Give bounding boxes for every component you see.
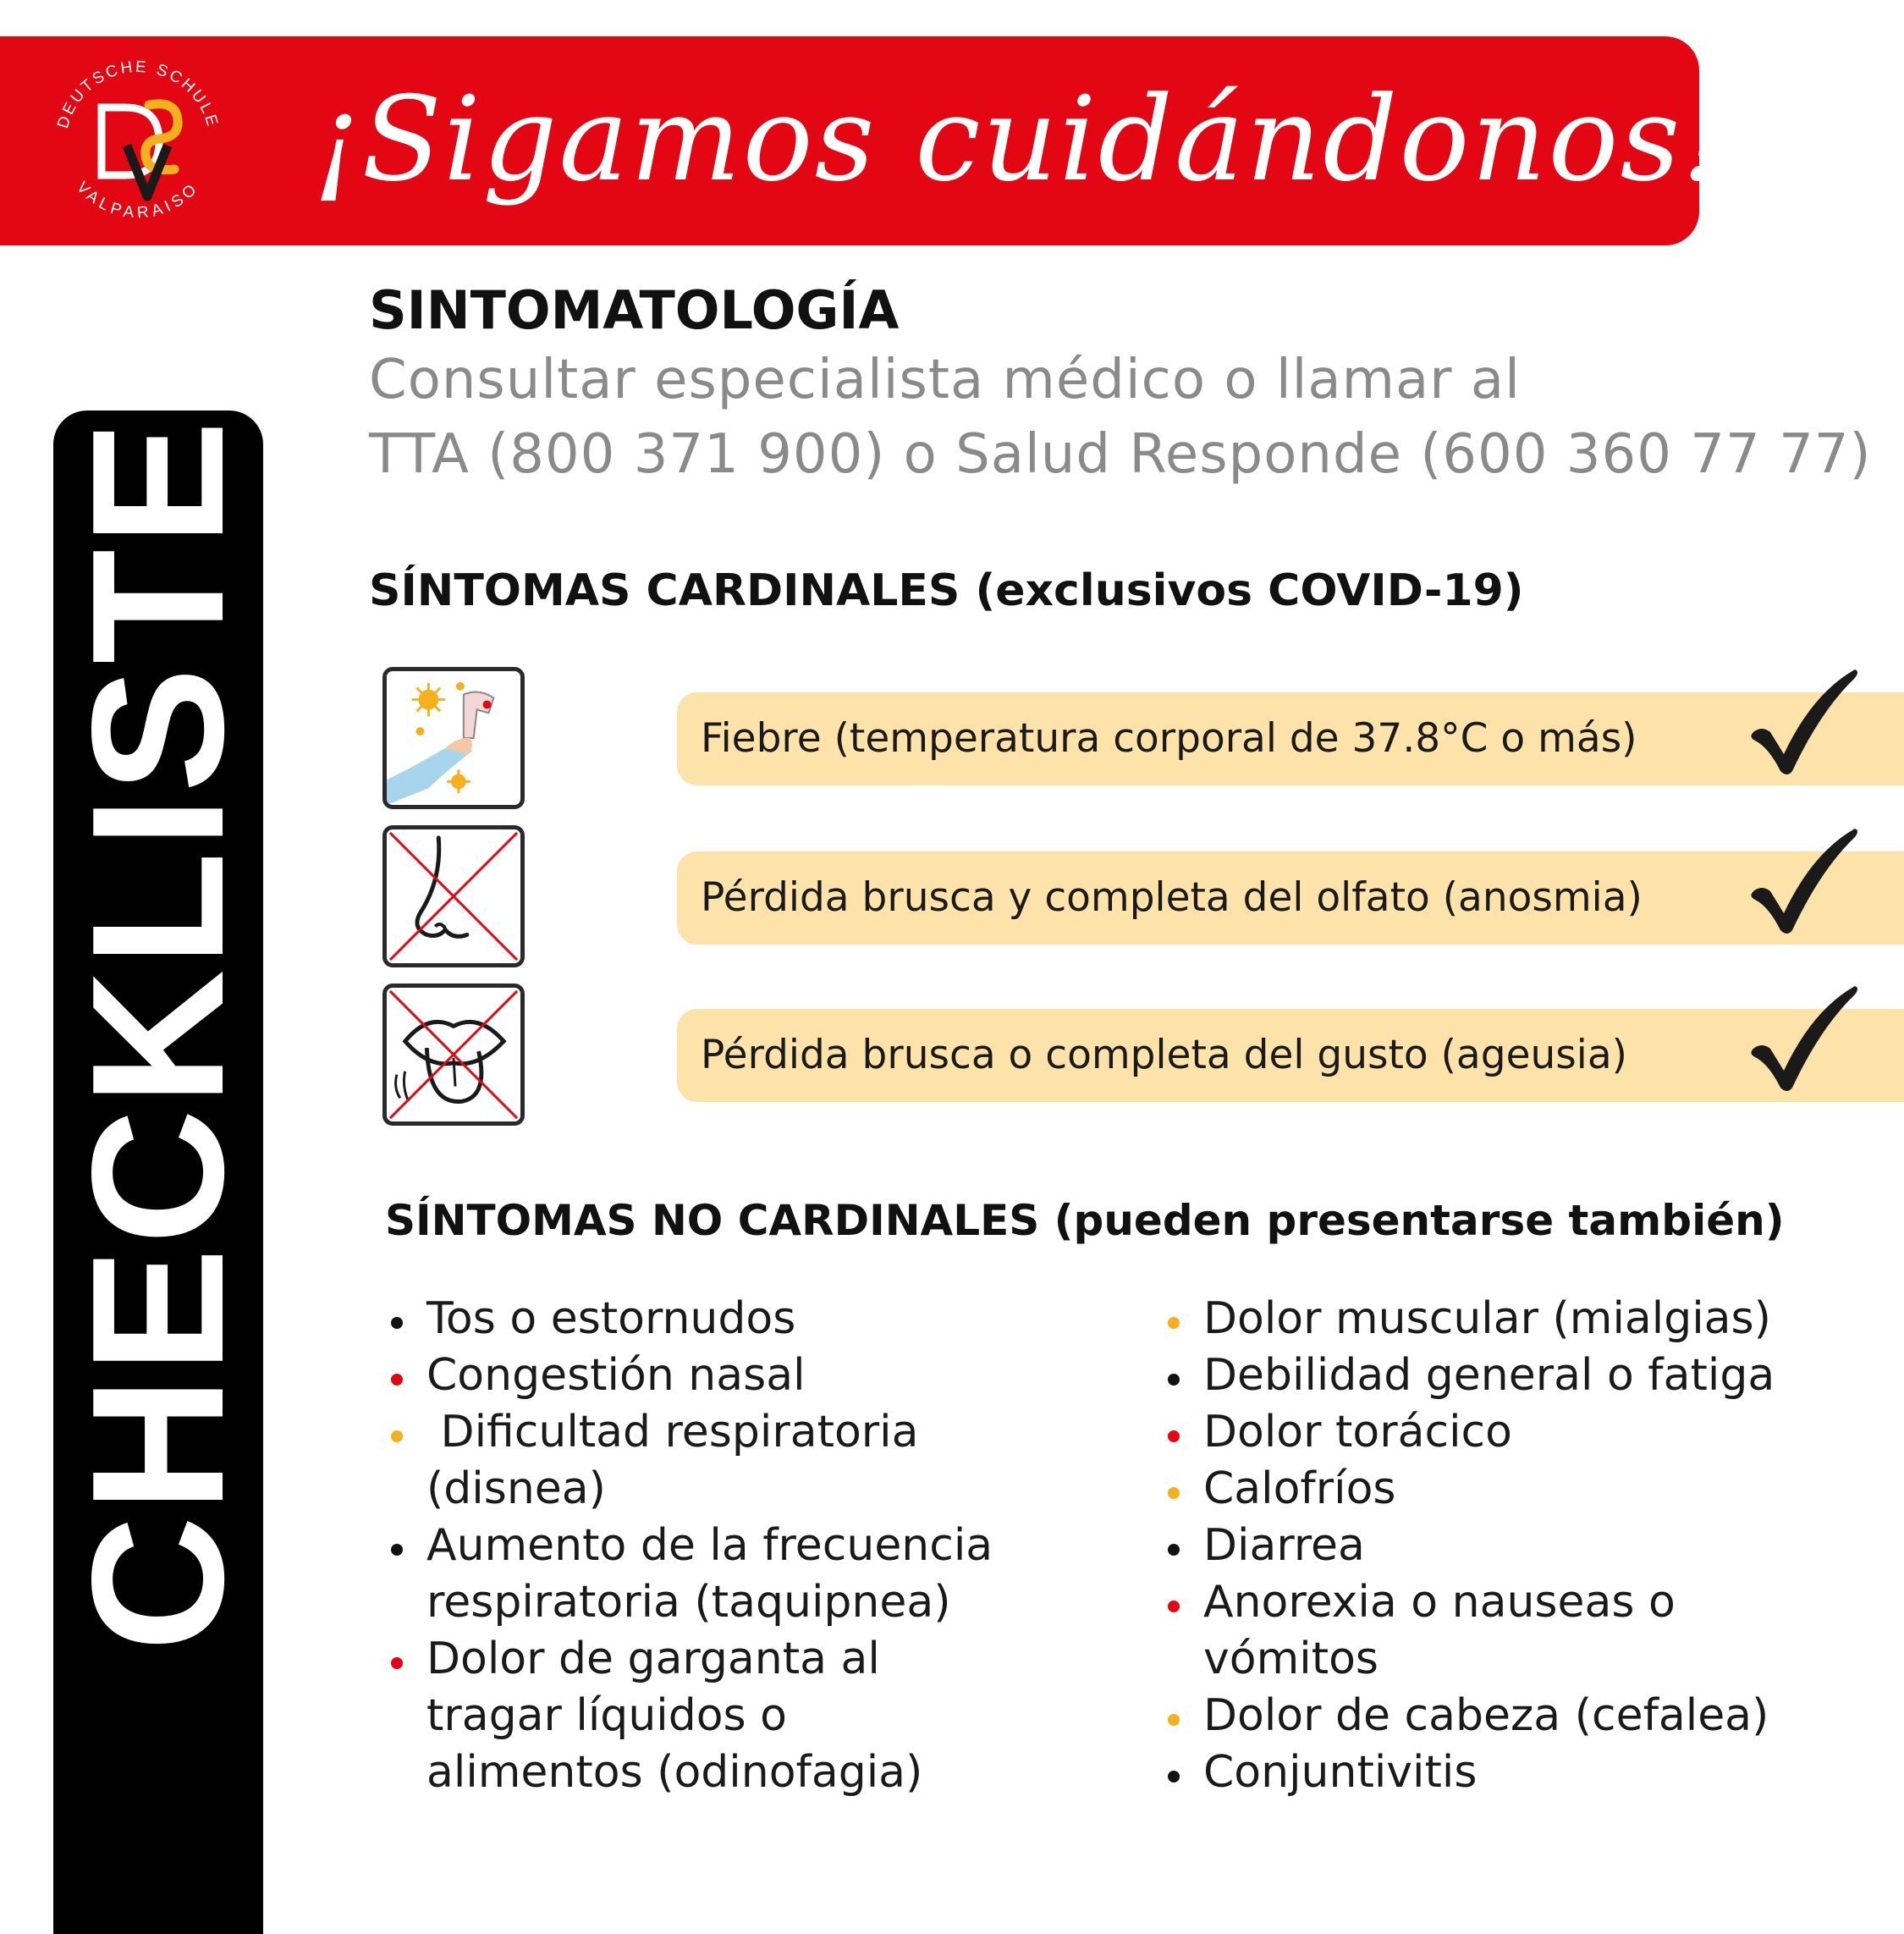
school-logo	[41, 44, 235, 239]
list-item: Congestión nasal	[391, 1347, 1119, 1404]
list-item: Dolor de garganta al tragar líquidos o alimentos (odinofagia)	[391, 1631, 1119, 1801]
cardinal-heading: SÍNTOMAS CARDINALES (exclusivos COVID-19)	[369, 565, 1524, 616]
list-item: Dolor muscular (mialgias)	[1168, 1291, 1896, 1347]
logo-top-text: DEUTSCHE SCHULE	[54, 58, 222, 131]
contact-line-2: TTA (800 371 900) o Salud Responde (600 360 77 77)	[369, 423, 1872, 486]
nose-crossed-icon	[382, 825, 525, 967]
list-item: Calofríos	[1168, 1461, 1896, 1518]
svg-text:DEUTSCHE SCHULE	[54, 58, 222, 131]
non-cardinal-right-list	[1168, 1291, 1896, 1801]
list-item: Dolor de cabeza (cefalea)	[1168, 1688, 1896, 1744]
cardinal-item-anosmia: Pérdida brusca y completa del olfato (anosmia)	[677, 851, 1904, 945]
slogan: ¡Sigamos cuidándonos!	[313, 71, 1731, 207]
checkmark-icon	[1743, 979, 1862, 1098]
contact-line-1: Consultar especialista médico o llamar al	[369, 349, 1521, 411]
cardinal-item-fever: Fiebre (temperatura corporal de 37.8°C o más)	[677, 692, 1904, 785]
list-item: Dificultad respiratoria (disnea)	[391, 1404, 1119, 1518]
page-title: SINTOMATOLOGÍA	[369, 279, 900, 341]
list-item: Aumento de la frecuencia respiratoria (taquipnea)	[391, 1518, 1119, 1631]
tongue-crossed-icon	[382, 984, 525, 1126]
list-item: Tos o estornudos	[391, 1291, 1119, 1347]
non-cardinal-left-list	[391, 1291, 1119, 1801]
logo-bottom-text: VALPARAISO	[73, 178, 203, 223]
checkmark-icon	[1743, 663, 1862, 781]
list-item: Dolor torácico	[1168, 1404, 1896, 1461]
thermometer-icon	[382, 667, 525, 809]
checkmark-icon	[1743, 822, 1862, 940]
non-cardinal-heading: SÍNTOMAS NO CARDINALES (pueden presentarse también)	[385, 1196, 1785, 1245]
list-item: Debilidad general o fatiga	[1168, 1347, 1896, 1404]
list-item: Diarrea	[1168, 1518, 1896, 1574]
list-item: Conjuntivitis	[1168, 1744, 1896, 1801]
list-item: Anorexia o nauseas o vómitos	[1168, 1574, 1896, 1688]
sidebar-label: CHECKLISTE	[53, 416, 263, 1652]
cardinal-item-ageusia: Pérdida brusca o completa del gusto (ageusia)	[677, 1009, 1904, 1102]
